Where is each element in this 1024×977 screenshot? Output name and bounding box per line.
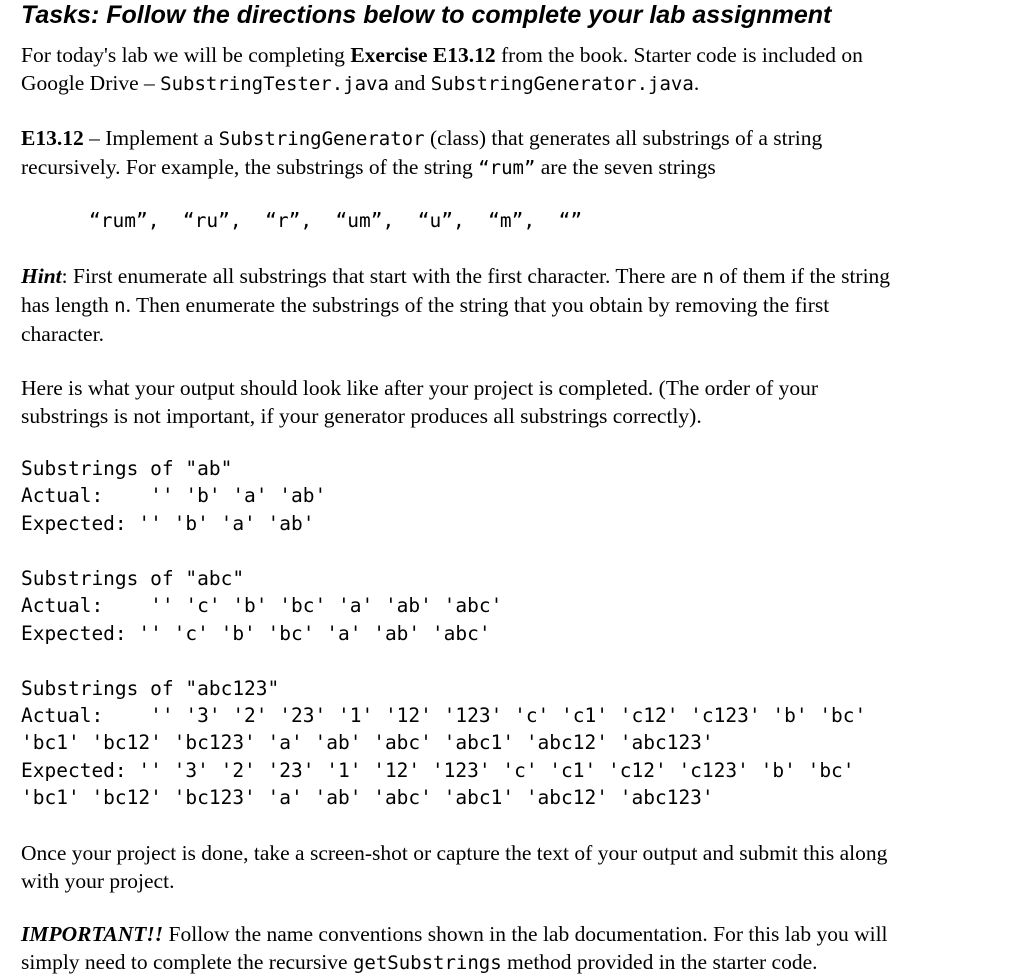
exercise-line-2: recursively. For example, the substrings of the string “rum” are the seven strings: [21, 155, 716, 179]
exercise-line-1: E13.12 – Implement a SubstringGenerator (class) that generates all substrings of a string: [21, 126, 823, 150]
important-line-1: IMPORTANT!! Follow the name conventions shown in the lab documentation. For this lab you will: [21, 922, 888, 946]
submit-paragraph: Once your project is done, take a screen-shot or capture the text of your output and submit this along with your project.: [21, 841, 888, 893]
important-line-2: simply need to complete the recursive getSubstrings method provided in the starter code.: [21, 950, 818, 974]
class-name: SubstringGenerator: [218, 128, 425, 150]
method-name: getSubstrings: [352, 952, 502, 974]
hint-line-3: character.: [21, 322, 104, 346]
exercise-paragraph: [21, 124, 1006, 182]
output-abc123-header: Substrings of "abc123": [21, 677, 280, 700]
hint-paragraph: [21, 262, 1006, 348]
output-abc-header: Substrings of "abc": [21, 567, 245, 590]
output-abc123-actual-2: 'bc1' 'bc12' 'bc123' 'a' 'ab' 'abc' 'abc1' 'abc12' 'abc123': [21, 731, 714, 754]
output-intro-paragraph: Here is what your output should look like after your project is completed. (The order of your substrings is not important, if your generator produces all substrings correctly).: [21, 376, 819, 428]
output-abc-actual: Actual: '' 'c' 'b' 'bc' 'a' 'ab' 'abc': [21, 594, 503, 617]
intro-line-2: Google Drive – SubstringTester.java and SubstringGenerator.java.: [21, 71, 700, 95]
important-paragraph: [21, 920, 1006, 977]
intro-paragraph: [21, 41, 1006, 98]
hint-line-1: Hint: First enumerate all substrings that start with the first character. There are n of them if the string: [21, 264, 891, 288]
output-ab-header: Substrings of "ab": [21, 457, 233, 480]
starter-file-generator: SubstringGenerator.java: [430, 73, 694, 95]
important-label: IMPORTANT!!: [21, 922, 164, 946]
page-title: Tasks: Follow the directions below to complete your lab assignment: [21, 1, 832, 29]
exercise-label: E13.12: [21, 126, 84, 150]
intro-line-1: For today's lab we will be completing Exercise E13.12 from the book. Starter code is included on: [21, 43, 863, 67]
output-ab-actual: Actual: '' 'b' 'a' 'ab': [21, 484, 327, 507]
output-abc-expected: Expected: '' 'c' 'b' 'bc' 'a' 'ab' 'abc': [21, 622, 491, 645]
output-abc123-actual-1: Actual: '' '3' '2' '23' '1' '12' '123' 'c' 'c1' 'c12' 'c123' 'b' 'bc': [21, 704, 867, 727]
output-abc123-expected-1: Expected: '' '3' '2' '23' '1' '12' '123' 'c' 'c1' 'c12' 'c123' 'b' 'bc': [21, 759, 855, 782]
example-string: “rum”: [478, 157, 536, 179]
hint-label: Hint: [21, 264, 62, 288]
output-ab-expected: Expected: '' 'b' 'a' 'ab': [21, 512, 315, 535]
exercise-reference: Exercise E13.12: [350, 43, 496, 67]
substring-example-list: “rum”, “ru”, “r”, “um”, “u”, “m”, “”: [89, 209, 583, 232]
output-abc123-expected-2: 'bc1' 'bc12' 'bc123' 'a' 'ab' 'abc' 'abc1' 'abc12' 'abc123': [21, 786, 714, 809]
starter-file-tester: SubstringTester.java: [160, 73, 389, 95]
hint-line-2: has length n. Then enumerate the substrings of the string that you obtain by removing the first: [21, 293, 830, 317]
